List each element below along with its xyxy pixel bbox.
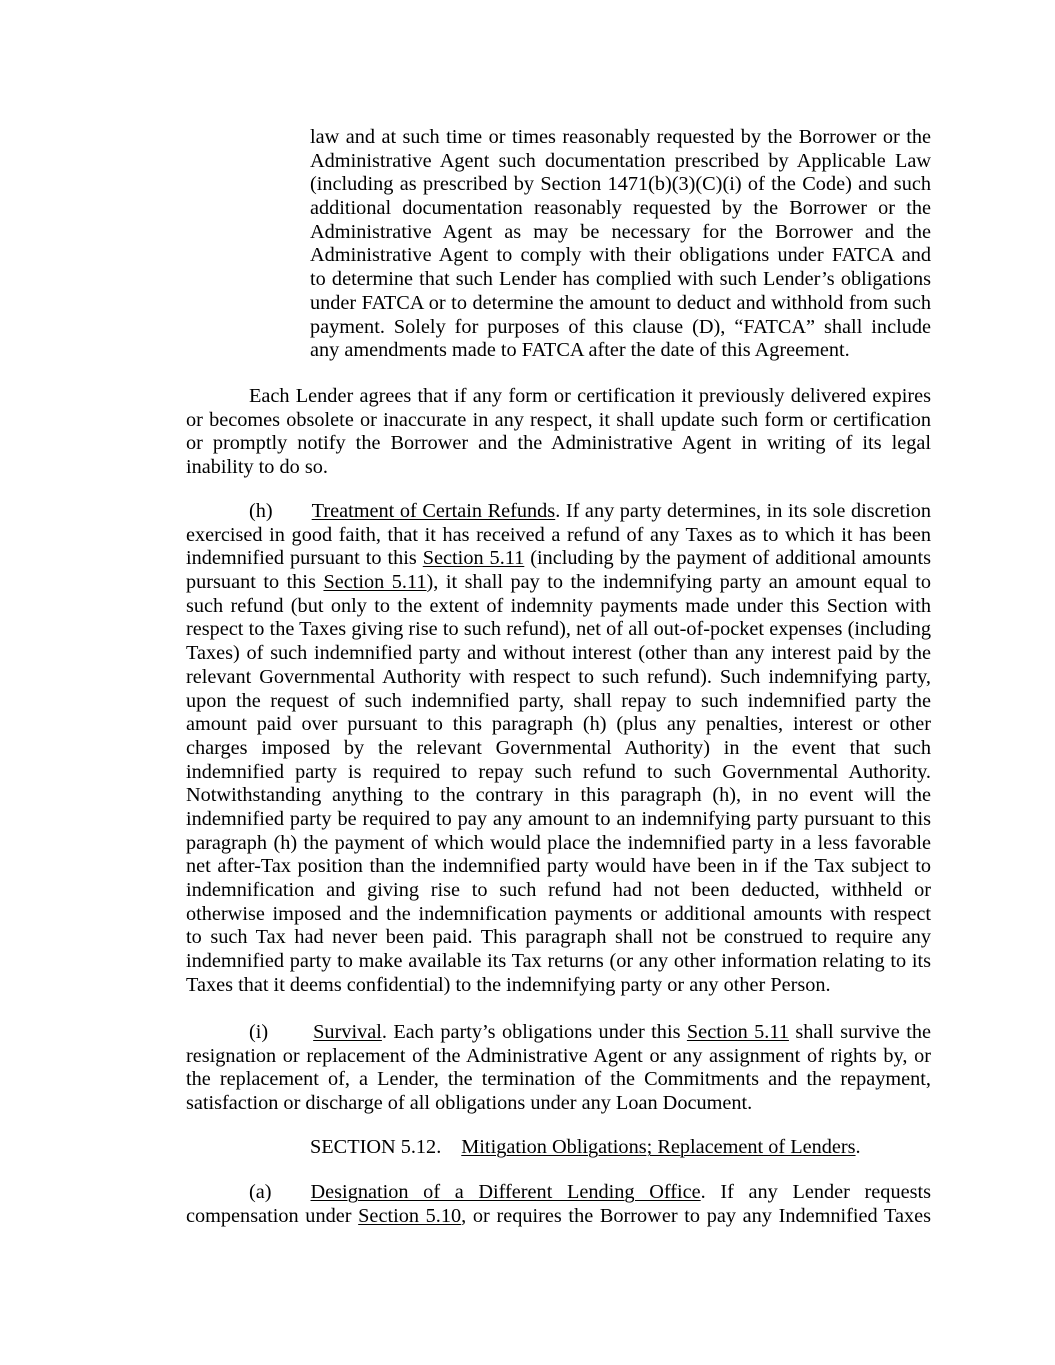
- text-run: Each Lender agrees that if any form or certification it previously delivered expires: [249, 385, 931, 407]
- text-line: exercised in good faith, that it has received a refund of any Taxes as to which it has been: [186, 523, 931, 546]
- text-line: Taxes) of such indemnified party and without interest (other than any interest paid by the: [186, 642, 931, 665]
- text-line: or promptly notify the Borrower and the Administrative Agent in writing of its legal: [186, 432, 931, 455]
- text-run: compensation under: [186, 1204, 359, 1227]
- text-line: indemnified party be required to pay any amount to an indemnifying party pursuant to this: [186, 807, 931, 830]
- text-line: the replacement of, a Lender, the termination of the Commitments and the repayment,: [186, 1068, 931, 1091]
- text-line: law and at such time or times reasonably requested by the Borrower or the: [310, 126, 931, 148]
- text-line: Administrative Agent to comply with their obligations under FATCA and: [310, 244, 931, 267]
- text-line: to such Tax had never been paid. This paragraph shall not be construed to require any: [186, 926, 931, 949]
- clause-label: (h): [249, 500, 273, 522]
- section-reference-link[interactable]: Section 5.11: [422, 547, 525, 570]
- text-line: satisfaction or discharge of all obligations under any Loan Document.: [186, 1092, 753, 1115]
- text-line: relevant Governmental Authority with respect to such refund). Such indemnifying party,: [186, 665, 931, 688]
- section-heading-line: [310, 1136, 931, 1160]
- section-reference-link[interactable]: Section 5.11: [686, 1021, 789, 1043]
- section-title: Mitigation Obligations; Replacement of Lenders: [461, 1136, 856, 1158]
- text-line: net after-Tax position than the indemnified party would have been in if the Tax subject to: [186, 855, 931, 878]
- text-line: inability to do so.: [186, 456, 328, 479]
- paragraph-h-treatment-of-refunds: [186, 500, 931, 997]
- text-line: charges imposed by the relevant Governmental Authority) in the event that such: [186, 736, 931, 759]
- lender-update-paragraph: [186, 385, 931, 480]
- text-line: (including as prescribed by Section 1471(b)(3)(C)(i) of the Code) and such: [310, 173, 931, 196]
- text-line: [186, 385, 931, 409]
- text-run: (including by the payment of additional amounts: [524, 547, 931, 570]
- clause-d-continuation: [310, 126, 931, 363]
- text-line: such refund (but only to the extent of indemnity payments made under this Section with: [186, 594, 931, 617]
- text-line: payment. Solely for purposes of this clause (D), “FATCA” shall include: [310, 315, 931, 338]
- text-line: Administrative Agent as may be necessary for the Borrower and the: [310, 220, 931, 243]
- text-line: respect to the Taxes giving rise to such refund), net of all out-of-pocket expenses (including: [186, 618, 931, 641]
- text-line: [186, 547, 931, 571]
- text-line: upon the request of such indemnified party, shall repay to such indemnified party the: [186, 689, 931, 712]
- text-run: . Each party’s obligations under this: [381, 1021, 687, 1043]
- text-line: resignation or replacement of the Administrative Agent or any assignment of rights by, or: [186, 1044, 931, 1067]
- text-line: [186, 1181, 931, 1205]
- clause-heading: Survival: [313, 1021, 382, 1043]
- text-line: indemnification and giving rise to such refund had not been deducted, withheld or: [186, 879, 931, 901]
- text-run: shall survive the: [788, 1021, 932, 1043]
- text-line: Administrative Agent such documentation prescribed by Applicable Law: [310, 149, 931, 172]
- clause-heading: Designation of a Different Lending Office: [310, 1181, 701, 1203]
- paragraph-i-survival: [186, 1021, 931, 1116]
- text-run: . If any Lender requests: [700, 1181, 932, 1203]
- section-5-12-heading: [310, 1136, 931, 1160]
- text-line: Notwithstanding anything to the contrary in this paragraph (h), in no event will the: [186, 784, 931, 807]
- text-line: under FATCA or to determine the amount to deduct and withhold from such: [310, 291, 931, 314]
- section-number: SECTION 5.12.: [310, 1136, 442, 1158]
- text-line: [186, 500, 931, 524]
- section-reference-link[interactable]: Section 5.11: [323, 571, 427, 594]
- text-line: paragraph (h) the payment of which would place the indemnified party in a less favorable: [186, 831, 931, 854]
- text-line: amount paid over pursuant to this paragraph (h) (plus any penalties, interest or other: [186, 713, 931, 736]
- clause-label: (i): [249, 1021, 269, 1043]
- text-line: to determine that such Lender has complied with such Lender’s obligations: [310, 268, 931, 291]
- text-line: indemnified party is required to repay such refund to such Governmental Authority.: [186, 760, 931, 783]
- paragraph-a-designation: [186, 1181, 931, 1228]
- text-run: , or requires the Borrower to pay any Indemnified Taxes: [461, 1204, 932, 1227]
- text-line: additional documentation reasonably requested by the Borrower or the: [310, 197, 931, 220]
- section-title-period: .: [855, 1136, 861, 1158]
- clause-label: (a): [249, 1181, 272, 1203]
- text-line: [186, 1205, 931, 1229]
- section-reference-link[interactable]: Section 5.10: [358, 1204, 462, 1227]
- clause-heading: Treatment of Certain Refunds: [311, 500, 556, 522]
- text-line: any amendments made to FATCA after the date of this Agreement.: [310, 339, 850, 362]
- text-run: indemnified pursuant to this: [186, 547, 423, 570]
- text-line: otherwise imposed and the indemnification payments or additional amounts with respect: [186, 902, 931, 925]
- text-line: [186, 571, 931, 595]
- text-line: indemnified party to make available its Tax returns (or any other information relating to its: [186, 950, 931, 973]
- text-run: ), it shall pay to the indemnifying party an amount equal to: [426, 571, 931, 594]
- text-run: . If any party determines, in its sole discretion: [555, 500, 931, 522]
- text-line: Taxes that it deems confidential) to the indemnifying party or any other Person.: [186, 973, 831, 996]
- text-run: pursuant to this: [186, 571, 324, 594]
- text-line: or becomes obsolete or inaccurate in any respect, it shall update such form or certification: [186, 408, 931, 431]
- text-line: [186, 1021, 931, 1045]
